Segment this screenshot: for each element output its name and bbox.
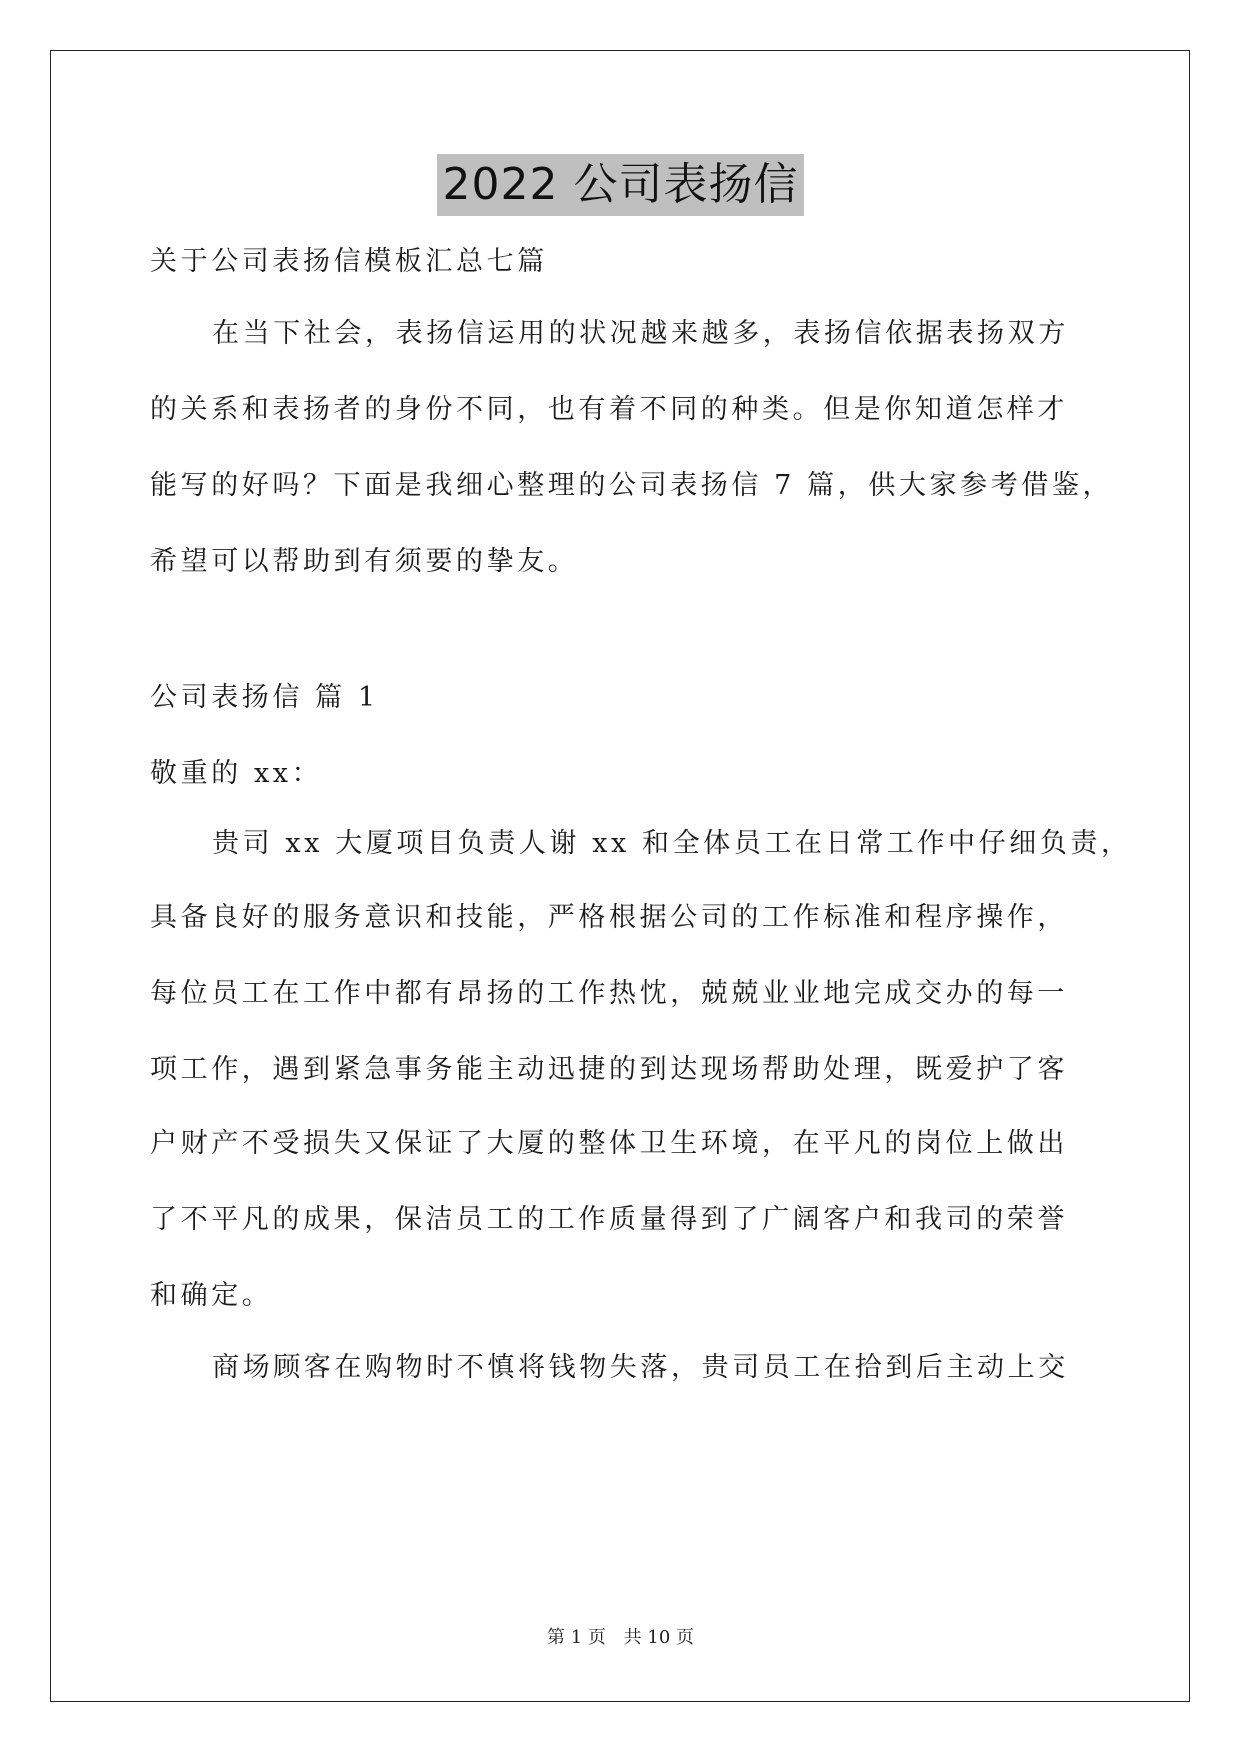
salutation: 敬重的 xx：: [150, 758, 323, 789]
page-number-total: 共 10 页: [623, 1627, 694, 1648]
body-line: 了不平凡的成果，保洁员工的工作质量得到了广阔客户和我司的荣誉: [150, 1204, 1068, 1235]
body-line: 项工作，遇到紧急事务能主动迅捷的到达现场帮助处理，既爱护了客: [150, 1054, 1068, 1085]
page-footer: [0, 1623, 1241, 1649]
body-line: 每位员工在工作中都有昂扬的工作热忱，兢兢业业地完成交办的每一: [150, 978, 1068, 1009]
intro-line: 的关系和表扬者的身份不同，也有着不同的种类。但是你知道怎样才: [150, 394, 1068, 425]
intro-line: 在当下社会，表扬信运用的状况越来越多，表扬信依据表扬双方: [212, 318, 1069, 349]
intro-line: 希望可以帮助到有须要的挚友。: [150, 546, 579, 577]
document-subtitle: 关于公司表扬信模板汇总七篇: [150, 246, 548, 277]
body-line: 贵司 xx 大厦项目负责人谢 xx 和全体员工在日常工作中仔细负责，: [212, 828, 1132, 859]
body-line: 商场顾客在购物时不慎将钱物失落，贵司员工在拾到后主动上交: [212, 1352, 1069, 1383]
body-line: 户财产不受损失又保证了大厦的整体卫生环境，在平凡的岗位上做出: [150, 1128, 1068, 1159]
document-title: 2022 公司表扬信: [437, 154, 805, 216]
body-line: 和确定。: [150, 1280, 273, 1311]
intro-line: 能写的好吗？下面是我细心整理的公司表扬信 7 篇，供大家参考借鉴，: [150, 470, 1114, 501]
page-border: [50, 50, 1190, 1702]
section-heading: 公司表扬信 篇 1: [150, 682, 379, 713]
page-number-current: 第 1 页: [547, 1627, 606, 1648]
body-line: 具备良好的服务意识和技能，严格根据公司的工作标准和程序操作，: [150, 902, 1068, 933]
title-container: [0, 154, 1241, 216]
